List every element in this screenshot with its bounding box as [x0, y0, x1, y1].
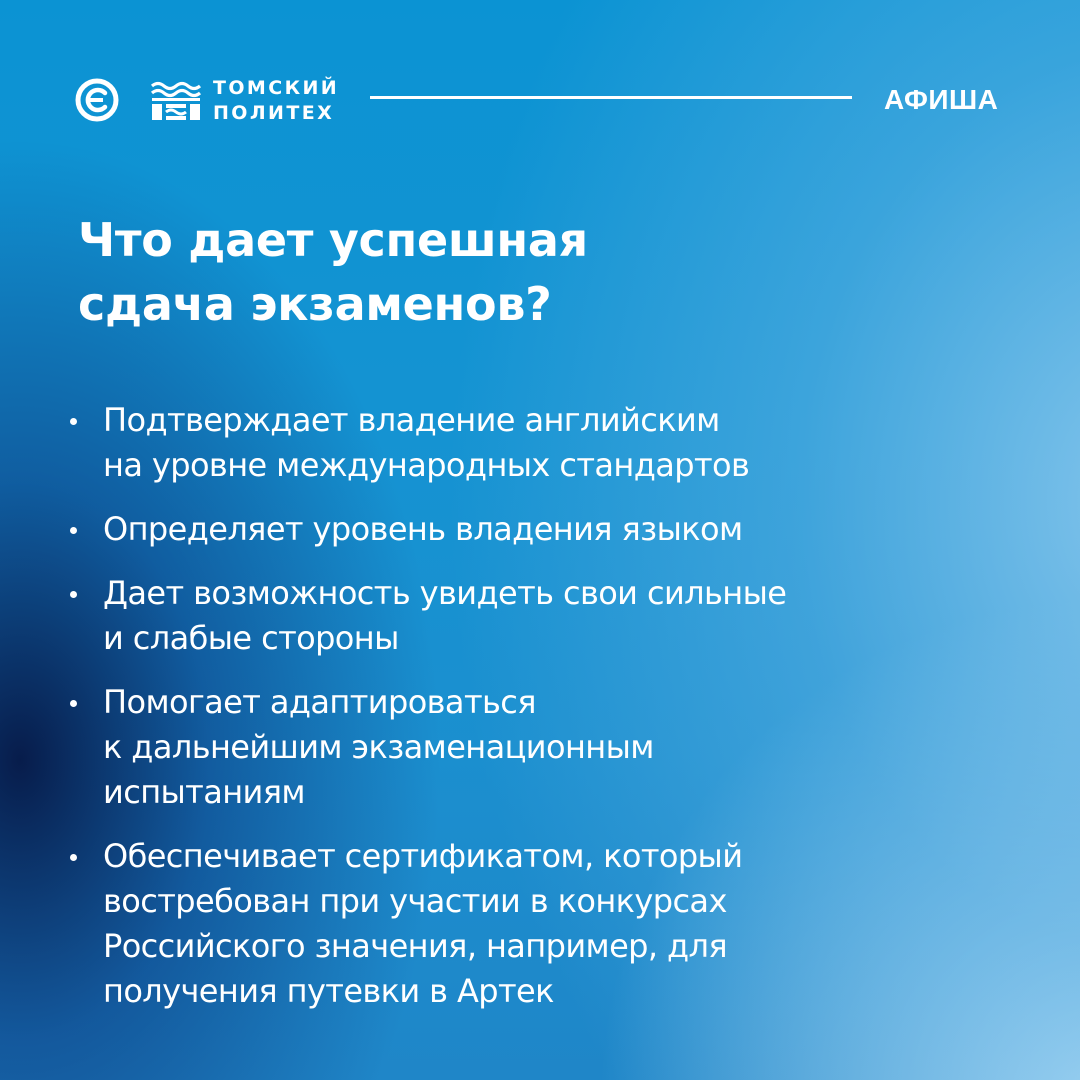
bullet-item — [70, 571, 930, 661]
bullet-list — [70, 398, 930, 1033]
page-title — [78, 208, 798, 336]
bullet-text-line: Обеспечивает сертификатом, который — [103, 837, 743, 875]
section-label: АФИША — [884, 84, 999, 115]
bullet-item — [70, 680, 930, 815]
bullet-dot-icon — [70, 700, 77, 707]
bullet-dot-icon — [70, 591, 77, 598]
bullet-text-line: на уровне международных стандартов — [103, 446, 750, 484]
bullet-text-line: получения путевки в Артек — [103, 972, 554, 1010]
bullet-item — [70, 507, 930, 552]
circle-c-logo-icon — [75, 78, 119, 122]
bullet-text-line: востребован при участии в конкурсах — [103, 882, 727, 920]
bullet-text-line: Помогает адаптироваться — [103, 683, 536, 721]
brand-name — [213, 76, 339, 126]
bullet-dot-icon — [70, 418, 77, 425]
bullet-text-line: Российского значения, например, для — [103, 927, 728, 965]
title-line-1: Что дает успешная — [78, 213, 588, 267]
bullet-text-line: и слабые стороны — [103, 619, 399, 657]
bullet-item — [70, 834, 930, 1014]
bullet-dot-icon — [70, 527, 77, 534]
bullet-text-line: Подтверждает владение английским — [103, 401, 720, 439]
title-line-2: сдача экзаменов? — [78, 277, 552, 331]
bullet-text-line: к дальнейшим экзаменационным — [103, 728, 654, 766]
bullet-text-line: Дает возможность увидеть свои сильные — [103, 574, 787, 612]
bullet-item — [70, 398, 930, 488]
bullet-text-line: Определяет уровень владения языком — [103, 510, 743, 548]
header-divider — [370, 96, 852, 99]
brand-name-line-1: ТОМСКИЙ — [213, 77, 340, 99]
bullet-text-line: испытаниям — [103, 773, 305, 811]
tomsk-polytech-logo-icon — [150, 79, 202, 123]
bullet-dot-icon — [70, 854, 77, 861]
brand-name-line-2: ПОЛИТЕХ — [213, 102, 335, 124]
